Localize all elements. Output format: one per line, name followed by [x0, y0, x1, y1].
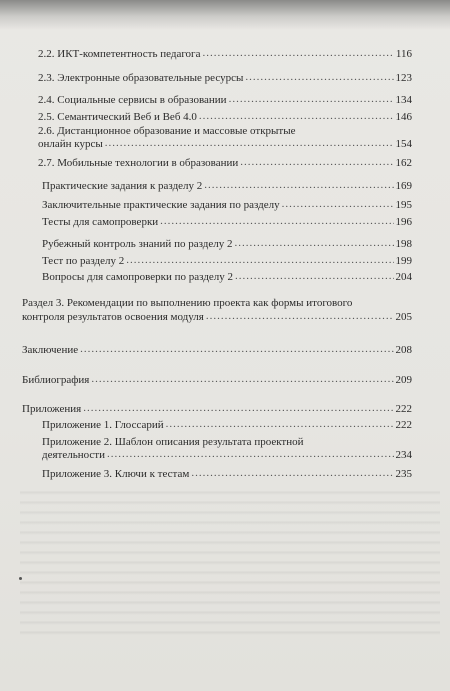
toc-leader — [105, 137, 394, 149]
toc-leader — [235, 270, 393, 282]
toc-entry-label: 2.3. Электронные образовательные ресурсы — [38, 72, 244, 84]
toc-leader — [91, 373, 393, 385]
toc-entry-page: 116 — [395, 48, 412, 60]
toc-leader — [282, 198, 394, 210]
toc-entry-label: Приложение 1. Глоссарий — [42, 419, 164, 431]
toc-entry-label: Заключительные практические задания по разделу — [42, 199, 280, 211]
toc-entry-milestone-control — [42, 238, 412, 250]
toc-entry-page: 162 — [395, 157, 412, 169]
toc-leader — [202, 47, 393, 59]
toc-entry-label: Тест по разделу 2 — [42, 255, 125, 267]
toc-leader — [199, 110, 394, 122]
toc-entry-label: 2.7. Мобильные технологии в образовании — [38, 157, 239, 169]
toc-entry-label: 2.2. ИКТ-компетентность педагога — [38, 48, 201, 60]
toc-entry-page: 146 — [395, 111, 412, 123]
toc-entry-page: 235 — [395, 468, 412, 480]
toc-entry-label-line2: контроля результатов освоения модуля — [22, 311, 204, 323]
toc-leader — [206, 310, 394, 322]
toc-entry-label: Вопросы для самопроверки по разделу 2 — [42, 271, 234, 283]
toc-entry-label: Практические задания к разделу 2 — [42, 180, 203, 192]
toc-entry-2-5 — [38, 111, 412, 123]
toc-entry-page: 205 — [395, 311, 412, 323]
toc-entry-label: Тесты для самопроверки — [42, 216, 159, 228]
toc-entry-label: 2.4. Социальные сервисы в образовании — [38, 94, 227, 106]
toc-entry-page: 134 — [395, 94, 412, 106]
toc-entry-label: Библиография — [22, 374, 90, 386]
toc-entry-label-line1: Приложение 2. Шаблон описания результата проектной — [42, 436, 304, 448]
toc-entry-conclusion — [22, 344, 412, 356]
toc-entry-label-line1: 2.6. Дистанционное образование и массовые открытые — [38, 125, 296, 137]
toc-entry-2-3 — [38, 72, 412, 84]
toc-entry-self-tests — [42, 216, 412, 228]
toc-entry-2-6 — [38, 125, 412, 150]
show-through-texture — [20, 485, 440, 635]
toc-entry-bibliography — [22, 374, 412, 386]
toc-entry-page: 169 — [395, 180, 412, 192]
toc-entry-appendices — [22, 403, 412, 415]
toc-entry-page: 195 — [395, 199, 412, 211]
toc-leader — [240, 156, 393, 168]
toc-entry-page: 154 — [395, 138, 412, 150]
toc-entry-2-2 — [38, 48, 412, 60]
toc-leader — [245, 71, 393, 83]
toc-entry-appendix-1 — [42, 419, 412, 431]
toc-entry-label-line2: деятельности — [42, 449, 105, 461]
toc-entry-label: Приложение 3. Ключи к тестам — [42, 468, 190, 480]
toc-entry-appendix-2 — [42, 436, 412, 461]
toc-entry-page: 209 — [395, 374, 412, 386]
toc-entry-page: 204 — [395, 271, 412, 283]
toc-entry-page: 222 — [395, 419, 412, 431]
toc-entry-page: 208 — [395, 344, 412, 356]
toc-entry-appendix-3 — [42, 468, 412, 480]
toc-leader — [126, 254, 393, 266]
toc-leader — [229, 93, 394, 105]
paper-speck — [19, 577, 22, 580]
toc-leader — [166, 418, 394, 430]
toc-entry-label-line1: Раздел 3. Рекомендации по выполнению проекта как формы итогового — [22, 297, 353, 309]
toc-entry-page: 196 — [395, 216, 412, 228]
toc-entry-page: 222 — [395, 403, 412, 415]
toc-entry-section-test — [42, 255, 412, 267]
toc-leader — [204, 179, 393, 191]
toc-entry-2-4 — [38, 94, 412, 106]
toc-entry-label: Рубежный контроль знаний по разделу 2 — [42, 238, 233, 250]
toc-entry-page: 123 — [395, 72, 412, 84]
toc-entry-2-7 — [38, 157, 412, 169]
toc-entry-page: 234 — [395, 449, 412, 461]
toc-entry-page: 198 — [395, 238, 412, 250]
toc-entry-label: Заключение — [22, 344, 79, 356]
toc-leader — [234, 237, 393, 249]
toc-entry-self-questions — [42, 271, 412, 283]
toc-entry-label: Приложения — [22, 403, 82, 415]
toc-leader — [107, 448, 394, 460]
toc-entry-practice — [42, 180, 412, 192]
toc-entry-section-3 — [22, 297, 412, 323]
toc-entry-label-line2: онлайн курсы — [38, 138, 103, 150]
page-edge-shadow — [0, 0, 450, 30]
toc-leader — [83, 402, 393, 414]
toc-leader — [80, 343, 393, 355]
toc-leader — [191, 467, 393, 479]
toc-entry-final-practice — [42, 199, 412, 211]
toc-entry-label: 2.5. Семантический Веб и Веб 4.0 — [38, 111, 197, 123]
toc-entry-page: 199 — [395, 255, 412, 267]
toc-leader — [160, 215, 393, 227]
